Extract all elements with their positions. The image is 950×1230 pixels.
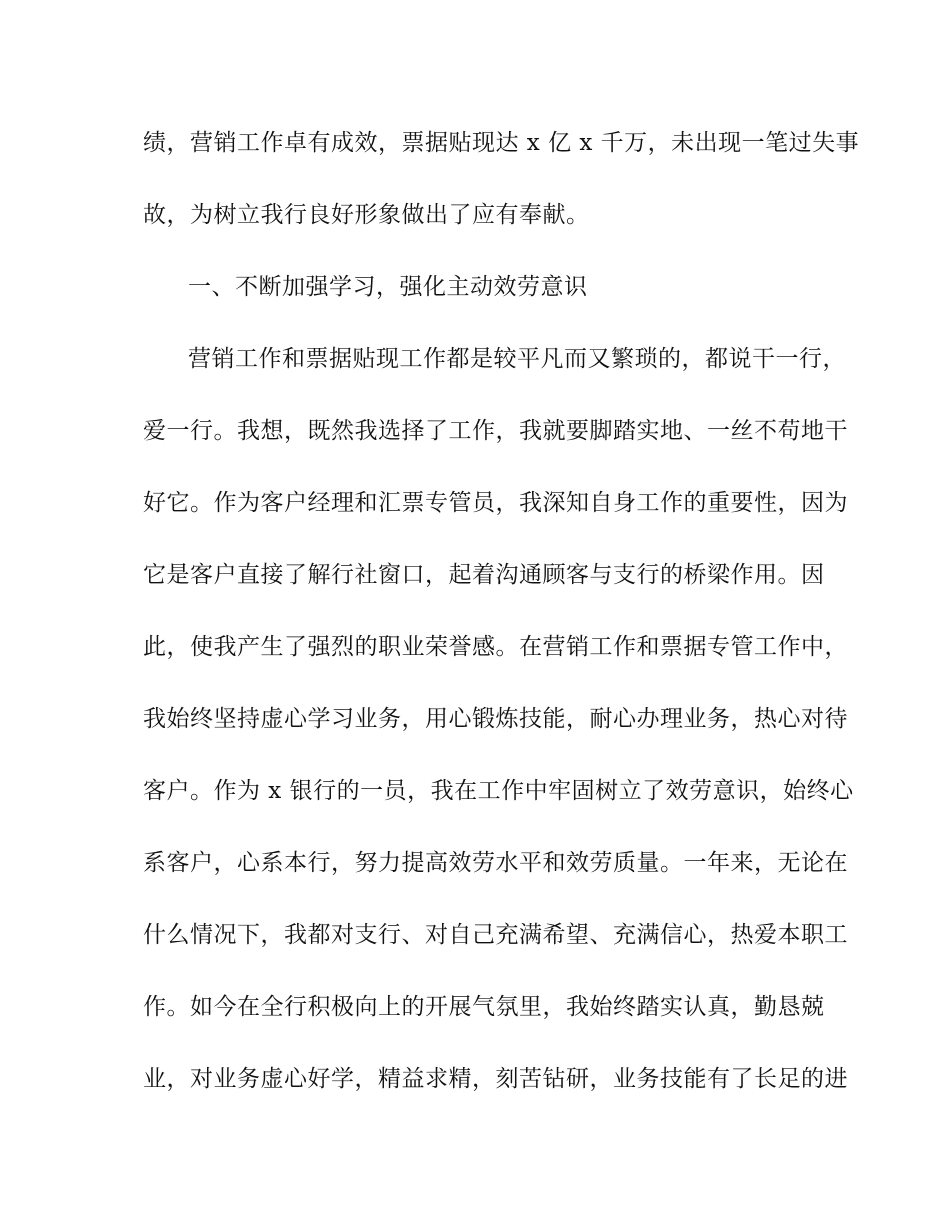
text-line: 好它。作为客户经理和汇票专管员，我深知自身工作的重要性，因为 xyxy=(143,490,848,516)
text-line: 此，使我产生了强烈的职业荣誉感。在营销工作和票据专管工作中， xyxy=(143,634,848,660)
paragraph-start-line: 营销工作和票据贴现工作都是较平凡而又繁琐的，都说干一行， xyxy=(188,346,846,372)
text-line: 业，对业务虚心好学，精益求精，刻苦钻研，业务技能有了长足的进 xyxy=(143,1066,848,1092)
text-line: 客户。作为 x 银行的一员，我在工作中牢固树立了效劳意识，始终心 xyxy=(143,778,854,804)
text-line: 故，为树立我行良好形象做出了应有奉献。 xyxy=(143,202,590,228)
text-line: 爱一行。我想，既然我选择了工作，我就要脚踏实地、一丝不苟地干 xyxy=(143,418,848,444)
text-line: 我始终坚持虚心学习业务，用心锻炼技能，耐心办理业务，热心对待 xyxy=(143,706,848,732)
text-line: 什么情况下，我都对支行、对自己充满希望、充满信心，热爱本职工 xyxy=(143,922,848,948)
text-line: 作。如今在全行积极向上的开展气氛里，我始终踏实认真，勤恳兢 xyxy=(143,994,825,1020)
text-line: 系客户，心系本行，努力提高效劳水平和效劳质量。一年来，无论在 xyxy=(143,850,848,876)
text-line: 它是客户直接了解行社窗口，起着沟通顾客与支行的桥梁作用。因 xyxy=(143,562,825,588)
text-line: 绩，营销工作卓有成效，票据贴现达 x 亿 x 千万，未出现一笔过失事 xyxy=(143,130,860,156)
section-heading: 一、不断加强学习，强化主动效劳意识 xyxy=(188,274,588,300)
